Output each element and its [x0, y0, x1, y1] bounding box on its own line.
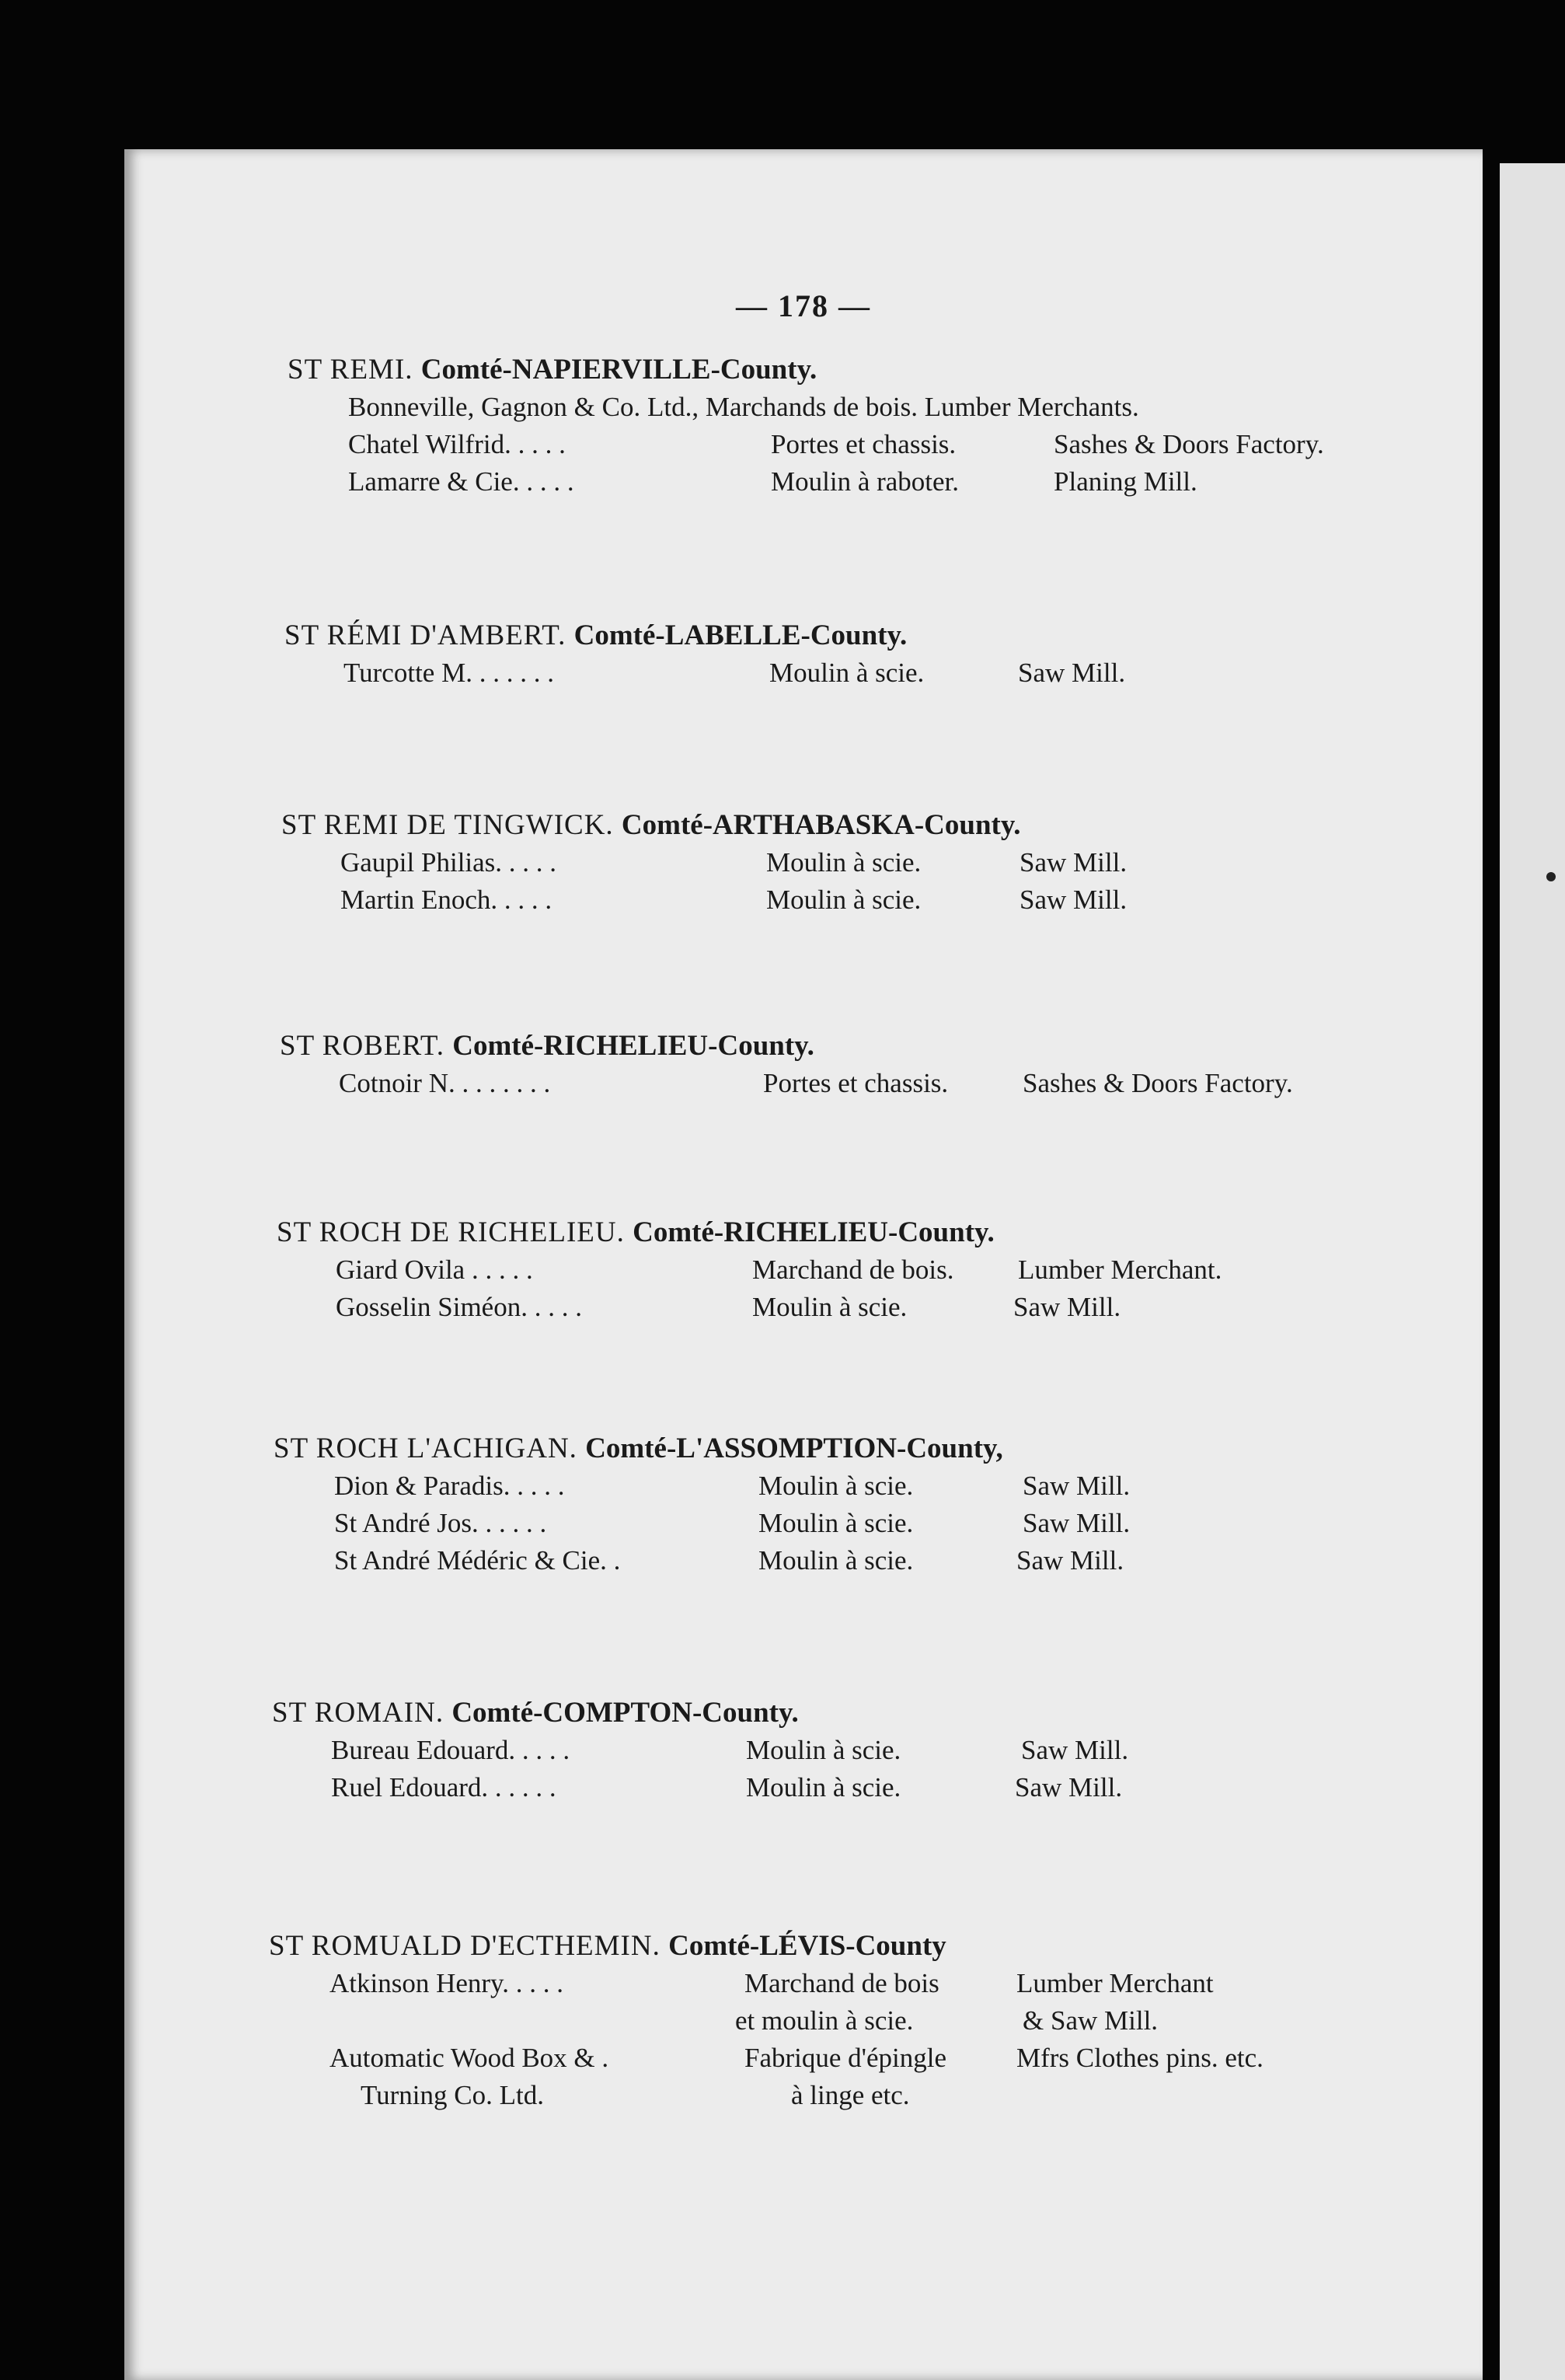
business-name: Dion & Paradis. . . . .	[334, 1471, 565, 1501]
section-heading	[274, 1432, 1003, 1465]
section-heading	[284, 619, 907, 652]
business-name: Turcotte M. . . . . . .	[343, 658, 554, 688]
place-name: ST ROCH L'ACHIGAN.	[274, 1433, 577, 1464]
list-item	[124, 392, 1483, 429]
place-name: ST ROMAIN.	[272, 1697, 444, 1729]
business-name: Martin Enoch. . . . .	[340, 885, 552, 915]
ink-dot	[1546, 872, 1556, 881]
county-name: Comté-LABELLE-County.	[573, 619, 908, 651]
list-item	[124, 885, 1483, 922]
business-name: St André Jos. . . . . .	[334, 1508, 547, 1538]
list-item	[124, 2005, 1483, 2043]
section-heading	[288, 353, 817, 386]
place-name: ST RÉMI D'AMBERT.	[284, 619, 566, 651]
county-name: Comté-LÉVIS-County	[668, 1930, 946, 1962]
trade-english: Saw Mill.	[1015, 1772, 1123, 1802]
list-item	[124, 1068, 1483, 1105]
list-item	[124, 847, 1483, 885]
list-item	[124, 2043, 1483, 2080]
trade-english: Saw Mill.	[1018, 658, 1126, 688]
business-name: Bureau Edouard. . . . .	[331, 1735, 570, 1765]
trade-french: Portes et chassis.	[763, 1068, 949, 1098]
list-item	[124, 1735, 1483, 1772]
list-item	[124, 1968, 1483, 2005]
trade-english: Saw Mill.	[1013, 1292, 1121, 1322]
trade-english: Mfrs Clothes pins. etc.	[1016, 2043, 1264, 2073]
page-number: — 178 —	[736, 288, 871, 323]
trade-french: Moulin à scie.	[758, 1508, 914, 1538]
business-name: Bonneville, Gagnon & Co. Ltd., Marchands de bois. Lumber Merchants.	[348, 392, 1139, 422]
business-name: Atkinson Henry. . . . .	[329, 1968, 564, 1998]
place-name: ST ROBERT.	[280, 1030, 445, 1062]
trade-english: Saw Mill.	[1023, 1471, 1131, 1501]
directory-page	[124, 149, 1483, 2380]
county-name: Comté-NAPIERVILLE-County.	[420, 354, 817, 386]
business-name: Automatic Wood Box & .	[329, 2043, 609, 2073]
trade-french: Moulin à scie.	[746, 1735, 901, 1765]
trade-english: Sashes & Doors Factory.	[1023, 1068, 1293, 1098]
list-item	[124, 1772, 1483, 1809]
trade-english: Lumber Merchant	[1016, 1968, 1214, 1998]
trade-english: Saw Mill.	[1023, 1508, 1131, 1538]
section-heading	[280, 1029, 814, 1063]
trade-english: & Saw Mill.	[1023, 2005, 1159, 2036]
business-name: Giard Ovila . . . . .	[336, 1255, 533, 1285]
place-name: ST ROCH DE RICHELIEU.	[277, 1216, 625, 1248]
trade-french: Marchand de bois.	[752, 1255, 954, 1285]
list-item	[124, 1545, 1483, 1583]
trade-french: Marchand de bois	[744, 1968, 939, 1998]
trade-english: Saw Mill.	[1016, 1545, 1124, 1576]
section-heading	[281, 808, 1021, 842]
trade-english: Planing Mill.	[1054, 466, 1197, 497]
trade-french: Moulin à scie.	[758, 1471, 914, 1501]
trade-french: et moulin à scie.	[735, 2005, 914, 2036]
business-name: St André Médéric & Cie. .	[334, 1545, 621, 1576]
section-heading	[269, 1929, 946, 1963]
county-name: Comté-COMPTON-County.	[451, 1697, 799, 1729]
trade-french: Fabrique d'épingle	[744, 2043, 946, 2073]
county-name: Comté-L'ASSOMPTION-County,	[585, 1433, 1003, 1464]
trade-french: Moulin à scie.	[769, 658, 925, 688]
list-item	[124, 1255, 1483, 1292]
business-name: Chatel Wilfrid. . . . .	[348, 429, 566, 459]
trade-french: Moulin à scie.	[766, 885, 922, 915]
trade-english: Lumber Merchant.	[1018, 1255, 1222, 1285]
list-item	[124, 1471, 1483, 1508]
business-name: Gaupil Philias. . . . .	[340, 847, 557, 878]
trade-french: Moulin à scie.	[746, 1772, 901, 1802]
trade-french: Portes et chassis.	[771, 429, 957, 459]
county-name: Comté-RICHELIEU-County.	[452, 1030, 814, 1062]
trade-french: à linge etc.	[791, 2080, 910, 2110]
list-item	[124, 658, 1483, 695]
business-name: Ruel Edouard. . . . . .	[331, 1772, 556, 1802]
trade-english: Saw Mill.	[1020, 885, 1128, 915]
place-name: ST REMI.	[288, 354, 413, 386]
county-name: Comté-ARTHABASKA-County.	[621, 809, 1021, 841]
section-heading	[272, 1696, 799, 1729]
business-name: Turning Co. Ltd.	[361, 2080, 544, 2110]
list-item	[124, 2080, 1483, 2117]
trade-french: Moulin à scie.	[758, 1545, 914, 1576]
trade-english: Saw Mill.	[1021, 1735, 1129, 1765]
trade-french: Moulin à raboter.	[771, 466, 960, 497]
trade-french: Moulin à scie.	[752, 1292, 908, 1322]
county-name: Comté-RICHELIEU-County.	[633, 1216, 995, 1248]
adjacent-page-edge	[1500, 163, 1565, 2380]
list-item	[124, 429, 1483, 466]
list-item	[124, 466, 1483, 504]
business-name: Gosselin Siméon. . . . .	[336, 1292, 582, 1322]
section-heading	[277, 1216, 995, 1249]
trade-english: Sashes & Doors Factory.	[1054, 429, 1324, 459]
place-name: ST ROMUALD D'ECTHEMIN.	[269, 1930, 661, 1962]
trade-french: Moulin à scie.	[766, 847, 922, 878]
place-name: ST REMI DE TINGWICK.	[281, 809, 614, 841]
trade-english: Saw Mill.	[1020, 847, 1128, 878]
business-name: Lamarre & Cie. . . . .	[348, 466, 574, 497]
list-item	[124, 1508, 1483, 1545]
business-name: Cotnoir N. . . . . . . .	[339, 1068, 551, 1098]
list-item	[124, 1292, 1483, 1329]
